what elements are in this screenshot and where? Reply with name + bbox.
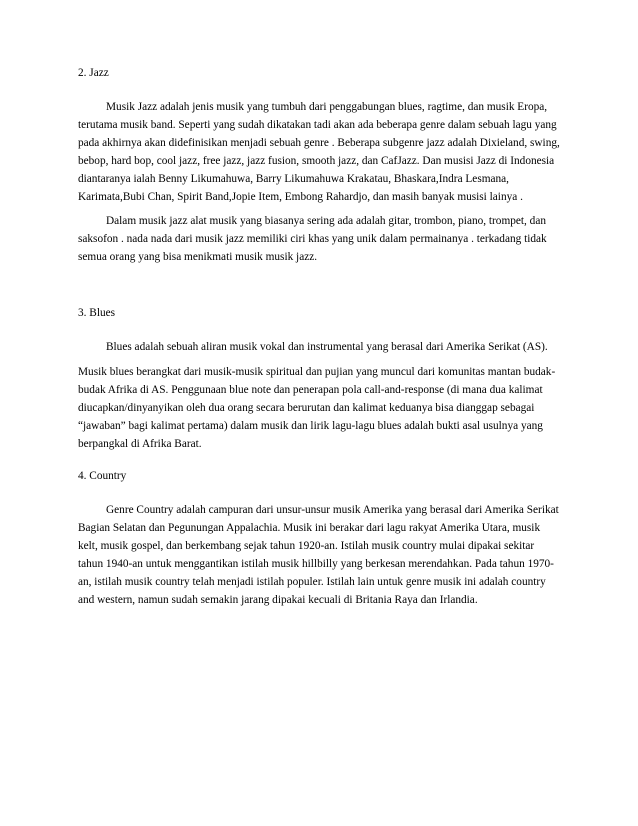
jazz-paragraph-2: Dalam musik jazz alat musik yang biasanya sering ada adalah gitar, trombon, piano, trompet, dan saksofon . nada nada dari musik jazz memiliki ciri khas yang unik dalam permainanya . terkadang tidak semua orang yang bisa menikmati musik musik jazz. — [78, 215, 547, 264]
section-heading-blues: 3. Blues — [78, 307, 116, 319]
section-jazz — [78, 65, 562, 267]
jazz-paragraph-1: Musik Jazz adalah jenis musik yang tumbuh dari penggabungan blues, ragtime, dan musik Eropa, terutama musik band. Seperti yang sudah dikatakan tadi akan ada beberapa genre dalam sebuah lagu yang pada akhirnya akan didefinisikan menjadi sebuah genre . Beberapa subgenre jazz adalah Dixieland, swing, bebop, hard bop, cool jazz, free jazz, jazz fusion, smooth jazz, dan CafJazz. Dan musisi Jazz di Indonesia diantaranya ialah Benny Likumahuwa, Barry Likumahuwa Krakatau, Bhaskara,Indra Lesmana, Karimata,Bubi Chan, Spirit Band,Jopie Item, Embong Rahardjo, dan masih banyak musisi lainya . — [78, 101, 560, 203]
blues-paragraph-2: Musik blues berangkat dari musik-musik spiritual dan pujian yang muncul dari komunitas mantan budak-budak Afrika di AS. Penggunaan blue note dan penerapan pola call-and-response (di mana dua kalimat diucapkan/dinyanyikan oleh dua orang secara berurutan dan kalimat keduanya bisa dianggap sebagai “jawaban” bagi kalimat pertama) dalam musik dan lirik lagu-lagu blues adalah bukti asal usulnya yang berpangkal di Afrika Barat. — [78, 365, 556, 450]
country-paragraph-1: Genre Country adalah campuran dari unsur-unsur musik Amerika yang berasal dari Amerika Serikat Bagian Selatan dan Pegunungan Appalachia. Musik ini berakar dari lagu rakyat Amerika Utara, musik kelt, musik gospel, dan berkembang sejak tahun 1920-an. Istilah musik country mulai dipakai sekitar tahun 1940-an untuk menggantikan istilah musik hillbilly yang berkesan merendahkan. Pada tahun 1970-an, istilah musik country telah menjadi istilah populer. Istilah lain untuk genre musik ini adalah country and western, namun sudah semakin jarang dipakai kecuali di Britania Raya dan Irlandia. — [78, 504, 559, 606]
blues-paragraph-1: Blues adalah sebuah aliran musik vokal dan instrumental yang berasal dari Amerika Serikat (AS). — [106, 341, 548, 353]
section-heading-country: 4. Country — [78, 470, 127, 482]
section-heading-jazz: 2. Jazz — [78, 67, 109, 79]
section-blues — [78, 305, 562, 453]
section-country — [78, 468, 562, 609]
